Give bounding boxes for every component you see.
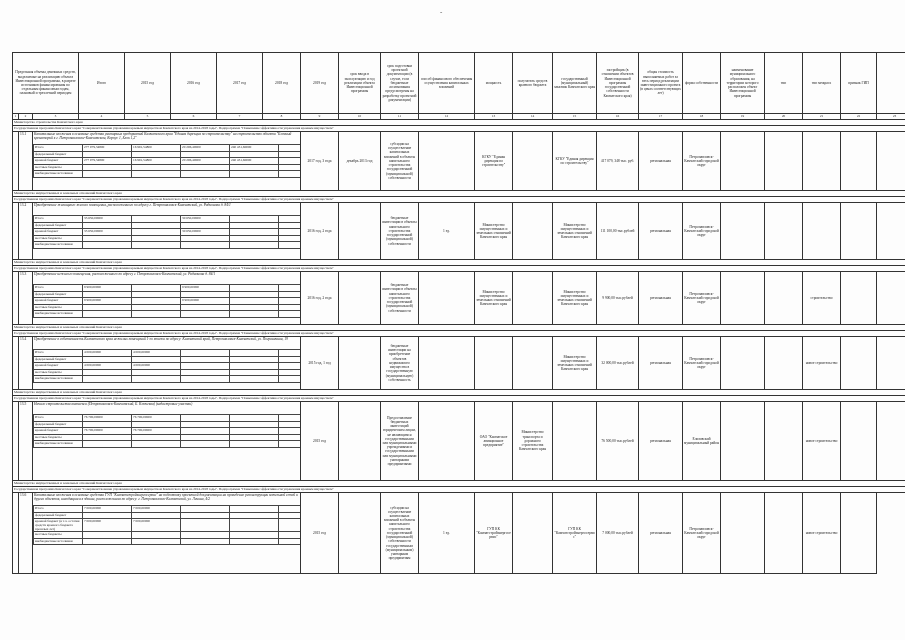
finance-2015 [132,242,181,249]
empty-cell [841,132,877,191]
column-number: 13 [475,114,513,120]
finance-2016 [181,519,230,532]
department-name: Министерство имущественных и земельных отношений Камчатского края [13,390,905,396]
finance-2017 [230,538,279,545]
finance-source: Итого [34,216,83,223]
finance-source: Итого [34,285,83,292]
finance-source: федеральный бюджет [34,291,83,298]
finance-2016: 30 650,00000 [181,229,230,236]
finance-2016 [181,311,230,318]
program-name: Государственная программа Камчатского края "Совершенствование управления краевым имуществом Камчатского края на 2014-2018 годы". Подпрограмма "Повышение эффективности управления краевым имуществом" [13,396,905,402]
header-cell: получатель средств краевого бюджета [513,53,553,114]
finance-total: 4 000,00000 [83,350,132,357]
finance-2015 [132,171,181,178]
column-number: 1 [13,114,19,120]
capacity-cell [419,337,475,390]
finance-source: Итого [34,350,83,357]
department-name: Министерство имущественных и земельных отношений Камчатского края [13,260,905,266]
department-name: Министерство строительства Камчатского края [13,120,905,126]
object-row [13,272,905,325]
finance-source: местные бюджеты [34,164,83,171]
finance-table [33,414,301,448]
finance-source: краевой бюджет [34,229,83,236]
finance-source: краевой бюджет [34,298,83,305]
object-cell [33,203,301,260]
finance-source: внебюджетные источники [34,376,83,383]
type-cell [721,132,765,191]
object-number: 13.2 [19,203,33,260]
finance-2015 [132,311,181,318]
gip-cell: строительство [803,272,841,325]
column-number: 3 [33,114,79,120]
finance-source: внебюджетные источники [34,242,83,249]
customer-cell: Министерство транспорта и дорожного строительства Камчатского края [513,402,553,481]
method-cell: субсидии на осуществление капитальных вложений в объекты капитального строительства государственной (муниципальной) собственности [381,132,419,191]
type-cell [721,493,765,574]
finance-2015: 7 000,00000 [132,506,181,513]
finance-row [34,171,301,178]
object-title: Приобретение нежилого помещения, расположенного по адресу г. Петропавловск-Камчатский, ул. Радионова д. 84/1 [34,272,216,276]
finance-source: Итого [34,145,83,152]
municipality-cell: Петропавловск-Камчатский городской округ [683,493,721,574]
header-cell: Итого [79,53,125,114]
column-number: 8 [263,114,301,120]
object-title: Капитальные вложения в основные средства унитарных предприятий Камчатского края "Единая дирекция по строительству" на строительство объекта "Блочный крематорий в г. Петропавловске-Камчатском, Корпус 1, Блок 1,2" [34,132,292,141]
finance-source: федеральный бюджет [34,421,83,428]
header-cell: застройщик (в отношении объектов Инвестиционной программы государственной собственности Камчатского края) [597,53,639,114]
finance-total: 76 700,00000 [83,415,132,422]
finance-source: краевой бюджет [34,158,83,165]
header-cell: форма собственности [683,53,721,114]
type-cell [721,402,765,481]
column-number: 2 [19,114,33,120]
method-cell: бюджетные инвестиции в объекты капитального строительства государственной (муниципальной) собственности [381,272,419,325]
finance-source: внебюджетные источники [34,311,83,318]
cost-cell: 7 000,00 тыс.рублей [597,493,639,574]
header-cell: срок ввода в эксплуатацию и год реализации объекта Инвестиционной программы [339,53,381,114]
finance-2017 [230,441,279,448]
finance-2017 [230,376,279,383]
developer-cell: Министерство имущественных и земельных отношений Камчатского края [553,337,597,390]
finance-source: федеральный бюджет [34,356,83,363]
empty-cell [841,337,877,390]
object-row [13,337,905,390]
finance-2016 [181,538,230,545]
empty-cell [841,272,877,325]
recipient-cell: Министерство имущественных и земельных отношений Камчатского края [475,203,513,260]
object-cell [33,402,301,481]
header-cell: способ финансового обеспечения осуществления капитальных вложений [419,53,475,114]
developer-cell: КГКУ "Единая дирекция по строительству" [553,132,597,191]
object-cell [33,132,301,191]
developer-cell [553,402,597,481]
finance-source: местные бюджеты [34,304,83,311]
cost-cell: 9 900,00 тыс.рублей [597,272,639,325]
cost-cell: 111 100,00 тыс.рублей [597,203,639,260]
finance-2015 [132,538,181,545]
finance-total: 277 079,34800 [83,145,132,152]
municipality-cell: Петропавловск-Камчатский городской округ [683,337,721,390]
ownership-cell: региональная [639,493,683,574]
customer-cell [513,337,553,390]
finance-total [83,171,132,178]
municipality-cell: Петропавловск-Камчатский городской округ [683,203,721,260]
type2-cell [765,132,803,191]
object-title: Капитальные вложения в основные средства ГУП "Камчатстройэнергосервис" на подготовку проектной документации на проведение реконструкции котельной сетей и других объектов, находящихся в здании, расположенном по адресу: г. Петропавловск-Камчатский, ул. Ленина, 4/2 [34,493,298,502]
program-name: Государственная программа Камчатского края "Совершенствование управления краевым имуществом Камчатского края на 2014-2018 годы". Подпрограмма "Повышение эффективности управления краевым имуществом" [13,487,905,493]
finance-2016: 30 650,00000 [181,216,230,223]
empty-cell [841,402,877,481]
capacity-cell: 1 ед. [419,493,475,574]
object-row [13,402,905,481]
developer-cell: Министерство имущественных и земельных отношений Камчатского края [553,203,597,260]
finance-source: местные бюджеты [34,235,83,242]
term-cell: 2015 год [301,493,339,574]
object-title: Начало строительства комплекса (Петропавловск-Камчатский, Б. Ключевая) (кадастровые участки) [34,402,193,406]
header-cell: 2015 год [125,53,171,114]
finance-2016 [181,171,230,178]
finance-total: 9 900,00000 [83,285,132,292]
finance-row [34,519,301,532]
finance-total [83,538,132,545]
object-cell [33,337,301,390]
finance-source: краевой бюджет [34,428,83,435]
header-row [13,53,905,114]
finance-2017: 240 431,60000 [230,145,279,152]
type-cell [721,337,765,390]
municipality-cell: Елизовский муниципальный район [683,402,721,481]
column-number: 6 [171,114,217,120]
type2-cell [765,337,803,390]
recipient-cell: Министерство имущественных и земельных отношений Камчатского края [475,272,513,325]
finance-2016: 9 900,00000 [181,285,230,292]
finance-total [83,311,132,318]
term-cell: 2015 год, 1 год [301,337,339,390]
finance-table [33,144,301,178]
column-number: 16 [597,114,639,120]
header-cell: 2016 год [171,53,217,114]
department-name: Министерство имущественных и земельных отношений Камчатского края [13,325,905,331]
municipality-cell: Петропавловск-Камчатский городской округ [683,132,721,191]
finance-source: краевой бюджет [34,363,83,370]
finance-source: федеральный бюджет [34,512,83,519]
cost-cell: 32 000,00 тыс.рублей [597,337,639,390]
finance-row [34,242,301,249]
finance-source: Итого [34,506,83,513]
type-cell [721,272,765,325]
finance-source: внебюджетные источники [34,171,83,178]
capacity-cell [419,132,475,191]
column-number: 12 [419,114,475,120]
finance-table [33,215,301,249]
program-name: Государственная программа Камчатского края "Совершенствование управления краевым имуществом Камчатского края на 2014-2018 годы". Подпрограмма "Повышение эффективности управления краевым имуществом" [13,266,905,272]
finance-2015: 4 000,00000 [132,363,181,370]
object-number: 13.4 [19,337,33,390]
object-row [13,132,905,191]
customer-cell [513,203,553,260]
term-cell: 2016 год, 2 года [301,203,339,260]
finance-table [33,284,301,318]
header-cell: срок подготовки проектной документации (в случае, если бюджетные ассигнования предусмотрены на разработку проектной документации) [381,53,419,114]
column-number: 7 [217,114,263,120]
column-number: 14 [513,114,553,120]
column-number: 20 [765,114,803,120]
header-cell: 2019 год [301,53,339,114]
customer-cell [513,132,553,191]
capacity-cell: 1 ед. [419,203,475,260]
department-name: Министерство имущественных и земельных отношений Камчатского края [13,191,905,197]
finance-2016 [181,376,230,383]
object-cell [33,493,301,574]
investment-program-table [12,52,897,574]
gip-cell: новое строительство [803,337,841,390]
finance-2018 [279,171,301,178]
design-cell [339,337,381,390]
header-cell: 2017 год [217,53,263,114]
program-name: Государственная программа Камчатского края "Совершенствование управления краевым имуществом Камчатского края на 2014-2018 годы". Подпрограмма "Повышение эффективности управления краевым имуществом" [13,126,905,132]
method-cell: Предоставление бюджетных инвестиций юридическим лицам, не являющимся государственными или муниципальными учреждениями и государственными или муниципальными унитарными предприятиями [381,402,419,481]
gip-cell: новое строительство [803,493,841,574]
column-number: 21 [803,114,841,120]
finance-2017: 240 431,60000 [230,158,279,165]
finance-2015: 76 700,00000 [132,415,181,422]
object-row [13,493,905,574]
cost-cell: 76 500,00 тыс.рублей [597,402,639,481]
program-name: Государственная программа Камчатского края "Совершенствование управления краевым имуществом Камчатского края на 2014-2018 годы". Подпрограмма "Повышение эффективности управления краевым имуществом" [13,197,905,203]
finance-total: 7 000,00000 [83,519,132,532]
object-number: 13.1 [19,132,33,191]
finance-total: 4 000,00000 [83,363,132,370]
finance-2018 [279,242,301,249]
design-cell [339,402,381,481]
finance-2015 [132,441,181,448]
design-cell [339,272,381,325]
method-cell: бюджетные инвестиции в объекты капитального строительства государственной (муниципальной) собственности [381,203,419,260]
finance-total: 7 000,00000 [83,506,132,513]
header-cell: наименование муниципального образования, на территории которого расположен объект Инвестиционной программы [721,53,765,114]
capacity-cell [419,402,475,481]
type-cell [721,203,765,260]
header-cell: тип межрасх [803,53,841,114]
finance-total: 33 650,00000 [83,229,132,236]
finance-total [83,441,132,448]
column-number: 22 [841,114,877,120]
finance-2015: 76 700,00000 [132,428,181,435]
finance-2018 [279,519,301,532]
column-number: 11 [381,114,419,120]
gip-cell: новое строительство [803,402,841,481]
finance-2017 [230,242,279,249]
header-cell: Предельная объемы денежных средств, выделяемые на реализацию объекта Инвестиционной программы, в разрезе источников финансирования по отдельным финансовым годам, плановый и трехлетний периодам [13,53,79,114]
finance-row [34,538,301,545]
finance-2016: 20 206,40000 [181,158,230,165]
term-cell: 2015 год [301,402,339,481]
developer-cell: Министерство имущественных и земельных отношений Камчатского края [553,272,597,325]
empty-cell [841,203,877,260]
method-cell: бюджетные инвестиции на приобретение объектов недвижимого имущества в государственную (муниципальную) собственность [381,337,419,390]
finance-2016 [181,242,230,249]
finance-source: внебюджетные источники [34,538,83,545]
header-cell: признак ГИП [841,53,877,114]
program-name: Государственная программа Камчатского края "Совершенствование управления краевым имуществом Камчатского края на 2014-2018 годы". Подпрограмма "Повышение эффективности управления краевым имуществом" [13,331,905,337]
finance-2017 [230,519,279,532]
finance-total [83,242,132,249]
finance-2017 [230,311,279,318]
finance-2016: 9 900,00000 [181,298,230,305]
finance-2016: 20 206,40000 [181,145,230,152]
ownership-cell: региональная [639,337,683,390]
header-cell [877,53,905,114]
finance-2015 [132,376,181,383]
finance-source: Итого [34,415,83,422]
method-cell: субсидии на осуществление капитальных вложений в объекты капитального строительства государственной (муниципальной) собственности государственным (муниципальным) унитарным предприятиям [381,493,419,574]
finance-2015: 7 000,00000 [132,519,181,532]
column-number: 15 [553,114,597,120]
finance-source: внебюджетные источники [34,441,83,448]
object-cell [33,272,301,325]
finance-2018 [279,441,301,448]
object-title: Приобретение жилищного жилого помещения, расположенного по адресу г. Петропавловск-Камчатский, ул. Радионова д. 84/1 [34,203,231,207]
finance-source: местные бюджеты [34,532,83,539]
finance-source: федеральный бюджет [34,222,83,229]
column-number: 5 [125,114,171,120]
design-cell [339,203,381,260]
gip-cell [803,132,841,191]
column-number: 23 [877,114,905,120]
ownership-cell: региональная [639,203,683,260]
page-mark: - [440,8,443,16]
finance-total: 9 900,00000 [83,298,132,305]
header-cell: мощность [475,53,513,114]
finance-table [33,349,301,383]
finance-total: 33 650,00000 [83,216,132,223]
finance-table [33,505,301,545]
term-cell: 2017 год, 3 года [301,132,339,191]
recipient-cell: ГУП КК "Камчатстройэнергосервис" [475,493,513,574]
customer-cell [513,272,553,325]
finance-2015: 16 991,54800 [132,145,181,152]
customer-cell [513,493,553,574]
object-number: 13.3 [19,272,33,325]
column-number: 10 [339,114,381,120]
ownership-cell: региональная [639,272,683,325]
column-number: 19 [721,114,765,120]
finance-row [34,311,301,318]
header-cell: тип [765,53,803,114]
finance-2015: 4 000,00000 [132,350,181,357]
header-cell: государственный (муниципальный) заказчик Камчатского края [553,53,597,114]
ownership-cell: региональная [639,132,683,191]
finance-2017 [230,171,279,178]
finance-2018 [279,538,301,545]
finance-2015: 16 991,54800 [132,158,181,165]
column-number: 18 [683,114,721,120]
finance-2018 [279,311,301,318]
design-cell: декабрь 2013 год [339,132,381,191]
recipient-cell [475,337,513,390]
column-number: 9 [301,114,339,120]
department-name: Министерство имущественных и земельных отношений Камчатского края [13,481,905,487]
capacity-cell [419,272,475,325]
type2-cell [765,272,803,325]
column-number: 4 [79,114,125,120]
type2-cell [765,203,803,260]
finance-source: местные бюджеты [34,434,83,441]
finance-row [34,376,301,383]
finance-2016 [181,441,230,448]
object-number: 13.5 [19,402,33,481]
developer-cell: ГУП КК "Камчатстройэнергосервис" [553,493,597,574]
finance-total [83,376,132,383]
finance-row [34,441,301,448]
column-number: 17 [639,114,683,120]
finance-2018 [279,376,301,383]
finance-source: местные бюджеты [34,369,83,376]
municipality-cell: Петропавловск-Камчатский городской округ [683,272,721,325]
type2-cell [765,493,803,574]
recipient-cell: ОАО "Камчатское авиационное предприятие" [475,402,513,481]
design-cell [339,493,381,574]
header-cell: общая стоимость выполняемых работ за весь период реализации инвестиционного проекта (в ценах соответствующих лет) [639,53,683,114]
recipient-cell: КГКУ "Единая дирекция по строительству" [475,132,513,191]
ownership-cell: региональная [639,402,683,481]
finance-source: краевой бюджет (в т.ч. остатки средств краевого бюджета прошлых лет) [34,519,83,532]
cost-cell: 417 079, 348 тыс. руб. [597,132,639,191]
finance-source: федеральный бюджет [34,151,83,158]
gip-cell [803,203,841,260]
empty-cell [841,493,877,574]
object-title: Приобретение в собственность Камчатского края нежилых помещений 1-го этажа по адресу: Камчатский край, Петропавловск-Камчатский, ул. Пограничная, 19 [34,337,288,341]
finance-total: 277 079,34800 [83,158,132,165]
finance-total: 76 700,00000 [83,428,132,435]
type2-cell [765,402,803,481]
object-number: 13.6 [19,493,33,574]
term-cell: 2016 год, 2 года [301,272,339,325]
object-row [13,203,905,260]
header-cell: 2018 год [263,53,301,114]
